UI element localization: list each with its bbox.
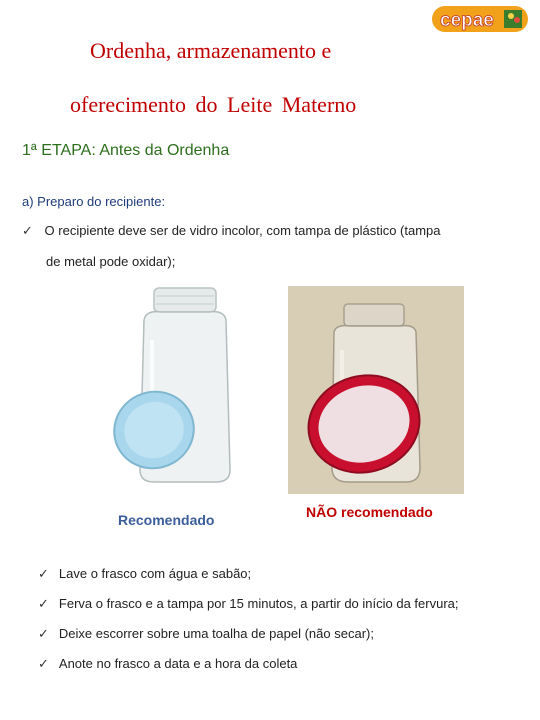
list-item bbox=[38, 566, 459, 596]
check-icon: ✓ bbox=[22, 224, 33, 239]
step-text: Deixe escorrer sobre uma toalha de papel (não secar); bbox=[58, 626, 374, 641]
check-icon: ✓ bbox=[38, 567, 49, 582]
cepae-logo bbox=[432, 4, 528, 34]
jar-plastic-lid-image bbox=[106, 280, 256, 490]
bullet-item bbox=[22, 224, 441, 238]
step-text: Ferva o frasco e a tampa por 15 minutos, a partir do início da fervura; bbox=[58, 596, 459, 611]
step-text: Lave o frasco com água e sabão; bbox=[58, 566, 252, 581]
bullet-text-line1: O recipiente deve ser de vidro incolor, com tampa de plástico (tampa bbox=[44, 223, 441, 238]
bullet-text-line2: de metal pode oxidar); bbox=[46, 254, 176, 269]
logo-text: cepae bbox=[440, 10, 494, 31]
list-item bbox=[38, 626, 459, 656]
check-icon: ✓ bbox=[38, 657, 49, 672]
section-heading: a) Preparo do recipiente: bbox=[22, 194, 166, 209]
not-recommended-caption: NÃO recomendado bbox=[306, 504, 433, 520]
recommended-caption: Recomendado bbox=[118, 512, 215, 528]
page-title-line2: oferecimento do Leite Materno bbox=[70, 92, 357, 117]
check-icon: ✓ bbox=[38, 597, 49, 612]
page-title-line1: Ordenha, armazenamento e bbox=[90, 38, 332, 63]
list-item bbox=[38, 596, 459, 626]
list-item bbox=[38, 656, 459, 686]
jar-metal-lid-image bbox=[288, 286, 464, 494]
stage-heading: 1ª ETAPA: Antes da Ordenha bbox=[22, 142, 230, 159]
check-icon: ✓ bbox=[38, 627, 49, 642]
steps-list bbox=[38, 566, 459, 686]
step-text: Anote no frasco a data e a hora da coleta bbox=[58, 656, 298, 671]
